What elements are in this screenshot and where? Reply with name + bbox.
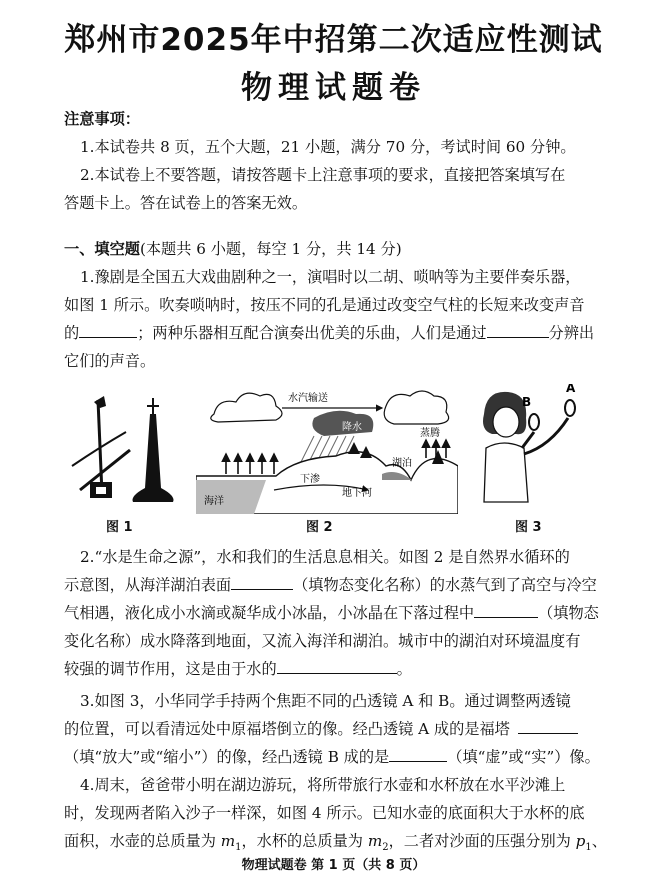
- svg-text:湖泊: 湖泊: [392, 458, 412, 469]
- q4-text-b: ，水杯的总质量为: [241, 832, 368, 850]
- q2-blank-3[interactable]: [277, 657, 397, 674]
- figure-3-caption: 图 3: [515, 520, 542, 535]
- q2-text-c: 气相遇，液化成小水滴或凝华成小冰晶，小冰晶在下落过程中: [64, 604, 475, 622]
- girl-arm-left: [522, 432, 534, 448]
- figure-1-caption: 图 1: [106, 520, 133, 535]
- q3-blank-2[interactable]: [389, 745, 447, 762]
- q2-text-b: （填物态变化名称）的水蒸气到了高空与冷空: [293, 576, 597, 594]
- q2-line2: [64, 571, 634, 599]
- q2-blank-2[interactable]: [474, 601, 538, 618]
- q4-m1-sub: 1: [235, 842, 242, 854]
- q2-text-a: 示意图，从海洋湖泊表面: [64, 576, 232, 594]
- q4-line1: 4.周末，爸爸带小明在湖边游玩，将所带旅行水壶和水杯放在水平沙滩上: [80, 776, 566, 794]
- girl-face: [493, 407, 519, 437]
- q2-text-d: （填物态: [538, 604, 599, 622]
- q1-line3: [64, 319, 634, 347]
- q2-line3: [64, 599, 634, 627]
- figure-2-caption: 图 2: [306, 520, 333, 535]
- q1-line2: 如图 1 所示。吹奏唢呐时，按压不同的孔是通过改变空气柱的长短来改变声音: [64, 296, 585, 314]
- exam-subtitle: 物理试题卷: [241, 70, 426, 106]
- girl-body: [484, 443, 528, 502]
- q1-line4: 它们的声音。: [64, 352, 156, 370]
- section-1-detail: (本题共 6 小题，每空 1 分，共 14 分): [139, 240, 402, 258]
- section-1-heading: [64, 235, 634, 263]
- notice-item-2-cont: 答题卡上。答在试卷上的答案无效。: [64, 194, 307, 212]
- q2-line1: 2.“水是生命之源”，水和我们的生活息息相关。如图 2 是自然界水循环的: [80, 548, 570, 566]
- svg-text:下渗: 下渗: [300, 474, 320, 485]
- q2-line5: [64, 655, 634, 683]
- suona-icon: [133, 398, 174, 502]
- q2-text-e: 较强的调节作用，这是由于水的: [64, 660, 277, 678]
- q1-text-a: 的: [64, 324, 80, 342]
- lens-b-icon: [529, 414, 539, 430]
- cloud-right-icon: [384, 391, 448, 424]
- q3-text-b: （填“放大”或“缩小”）的像，经凸透镜 B 成的是: [64, 748, 390, 766]
- q3-line2: [64, 715, 634, 743]
- q3-blank-1[interactable]: [518, 717, 578, 734]
- svg-text:降水: 降水: [342, 422, 362, 433]
- q3-line1: 3.如图 3，小华同学手持两个焦距不同的凸透镜 A 和 B。通过调整两透镜: [80, 692, 571, 710]
- cloud-left-icon: [211, 393, 282, 422]
- q3-text-a: 的位置，可以看清远处中原福塔倒立的像。经凸透镜 A 成的是福塔: [64, 720, 510, 738]
- q2-blank-1[interactable]: [231, 573, 293, 590]
- figure-1-instruments: [60, 392, 190, 510]
- notice-heading: 注意事项：: [64, 110, 140, 128]
- q2-text-f: 。: [396, 660, 412, 678]
- q1-blank-2[interactable]: [487, 321, 549, 338]
- q4-line2: 时，发现两者陷入沙子一样深，如图 4 所示。已知水壶的底面积大于水杯的底: [64, 804, 585, 822]
- q1-text-b: ；两种乐器相互配合演奏出优美的乐曲，人们是通过: [137, 324, 487, 342]
- lens-b-label: B: [522, 395, 532, 409]
- q1-blank-1[interactable]: [79, 321, 137, 338]
- lens-a-icon: [565, 400, 575, 416]
- q4-p1: p: [575, 832, 586, 850]
- q3-text-c: （填“虚”或“实”）像。: [447, 748, 600, 766]
- page-footer: 物理试题卷 第 1 页（共 8 页）: [241, 858, 426, 873]
- erhu-icon: [72, 396, 130, 498]
- notice-item-1: 1.本试卷共 8 页，五个大题，21 小题，满分 70 分，考试时间 60 分钟。: [80, 138, 576, 156]
- q1-text-c: 分辨出: [548, 324, 595, 342]
- q3-line3: [64, 743, 634, 771]
- notice-item-2: 2.本试卷上不要答题，请按答题卡上注意事项的要求，直接把答案填写在: [80, 166, 566, 184]
- q4-m2: m: [367, 832, 383, 850]
- q1-line1: 1.豫剧是全国五大戏曲剧种之一，演唱时以二胡、唢呐等为主要伴奏乐器，: [80, 268, 581, 286]
- svg-text:海洋: 海洋: [204, 496, 224, 507]
- figure-2-water-cycle: [196, 384, 458, 514]
- section-1-label: 一、填空题: [64, 240, 140, 258]
- q2-line4: 变化名称）成水降落到地面，又流入海洋和湖泊。城市中的湖泊对环境温度有: [64, 632, 581, 650]
- q4-text-d: 、: [591, 832, 607, 850]
- exam-title: 郑州市2025年中招第二次适应性测试: [64, 22, 603, 58]
- q4-m2-sub: 2: [382, 842, 389, 854]
- q4-m1: m: [220, 832, 236, 850]
- lens-a-label: A: [566, 384, 576, 395]
- svg-text:地下河: 地下河: [342, 488, 372, 499]
- figure-3-lenses: [470, 384, 590, 510]
- q4-text-a: 面积，水壶的总质量为: [64, 832, 221, 850]
- q4-text-c: ，二者对沙面的压强分别为: [388, 832, 576, 850]
- q4-p1-sub: 1: [585, 842, 592, 854]
- svg-text:水汽输送: 水汽输送: [288, 393, 328, 404]
- svg-text:蒸腾: 蒸腾: [420, 428, 440, 439]
